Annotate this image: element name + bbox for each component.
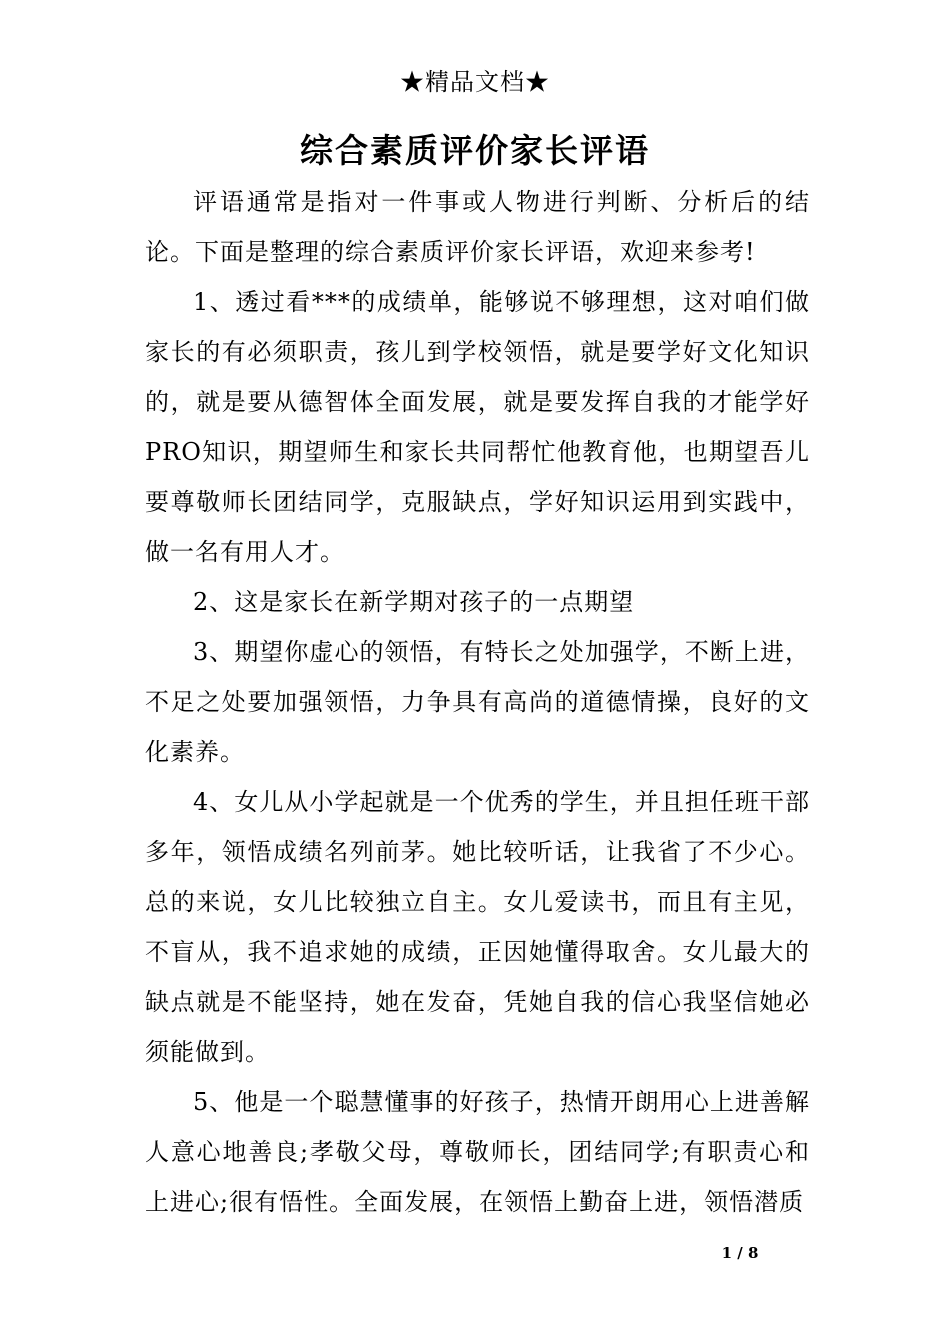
comment-paragraph-4: 4、女儿从小学起就是一个优秀的学生，并且担任班干部多年，领悟成绩名列前茅。她比较听话，让我省了不少心。总的来说，女儿比较独立自主。女儿爱读书，而且有主见，不盲从，我不追求她的成绩，正因她懂得取舍。女儿最大的缺点就是不能坚持，她在发奋，凭她自我的信心我坚信她必须能做到。 [145, 788, 810, 1066]
document-body [145, 177, 810, 1227]
document-title: 综合素质评价家长评语 [300, 131, 650, 170]
comment-paragraph-3: 3、期望你虚心的领悟，有特长之处加强学，不断上进，不足之处要加强领悟，力争具有高尚的道德情操，良好的文化素养。 [145, 638, 810, 766]
comment-paragraph-2: 2、这是家长在新学期对孩子的一点期望 [193, 588, 635, 616]
comment-paragraph-1: 1、透过看***的成绩单，能够说不够理想，这对咱们做家长的有必须职责，孩儿到学校领悟，就是要学好文化知识的，就是要从德智体全面发展，就是要发挥自我的才能学好PRO知识，期望师生和家长共同帮忙他教育他，也期望吾儿要尊敬师长团结同学，克服缺点，学好知识运用到实践中，做一名有用人才。 [145, 288, 810, 566]
header-mark: ★精品文档★ [400, 68, 550, 96]
intro-paragraph: 评语通常是指对一件事或人物进行判断、分析后的结论。下面是整理的综合素质评价家长评语，欢迎来参考! [145, 188, 810, 266]
comment-paragraph-5: 5、他是一个聪慧懂事的好孩子，热情开朗用心上进善解人意心地善良;孝敬父母，尊敬师长，团结同学;有职责心和上进心;很有悟性。全面发展，在领悟上勤奋上进，领悟潜质 [145, 1088, 810, 1216]
page-number: 1 / 8 [721, 1244, 759, 1262]
